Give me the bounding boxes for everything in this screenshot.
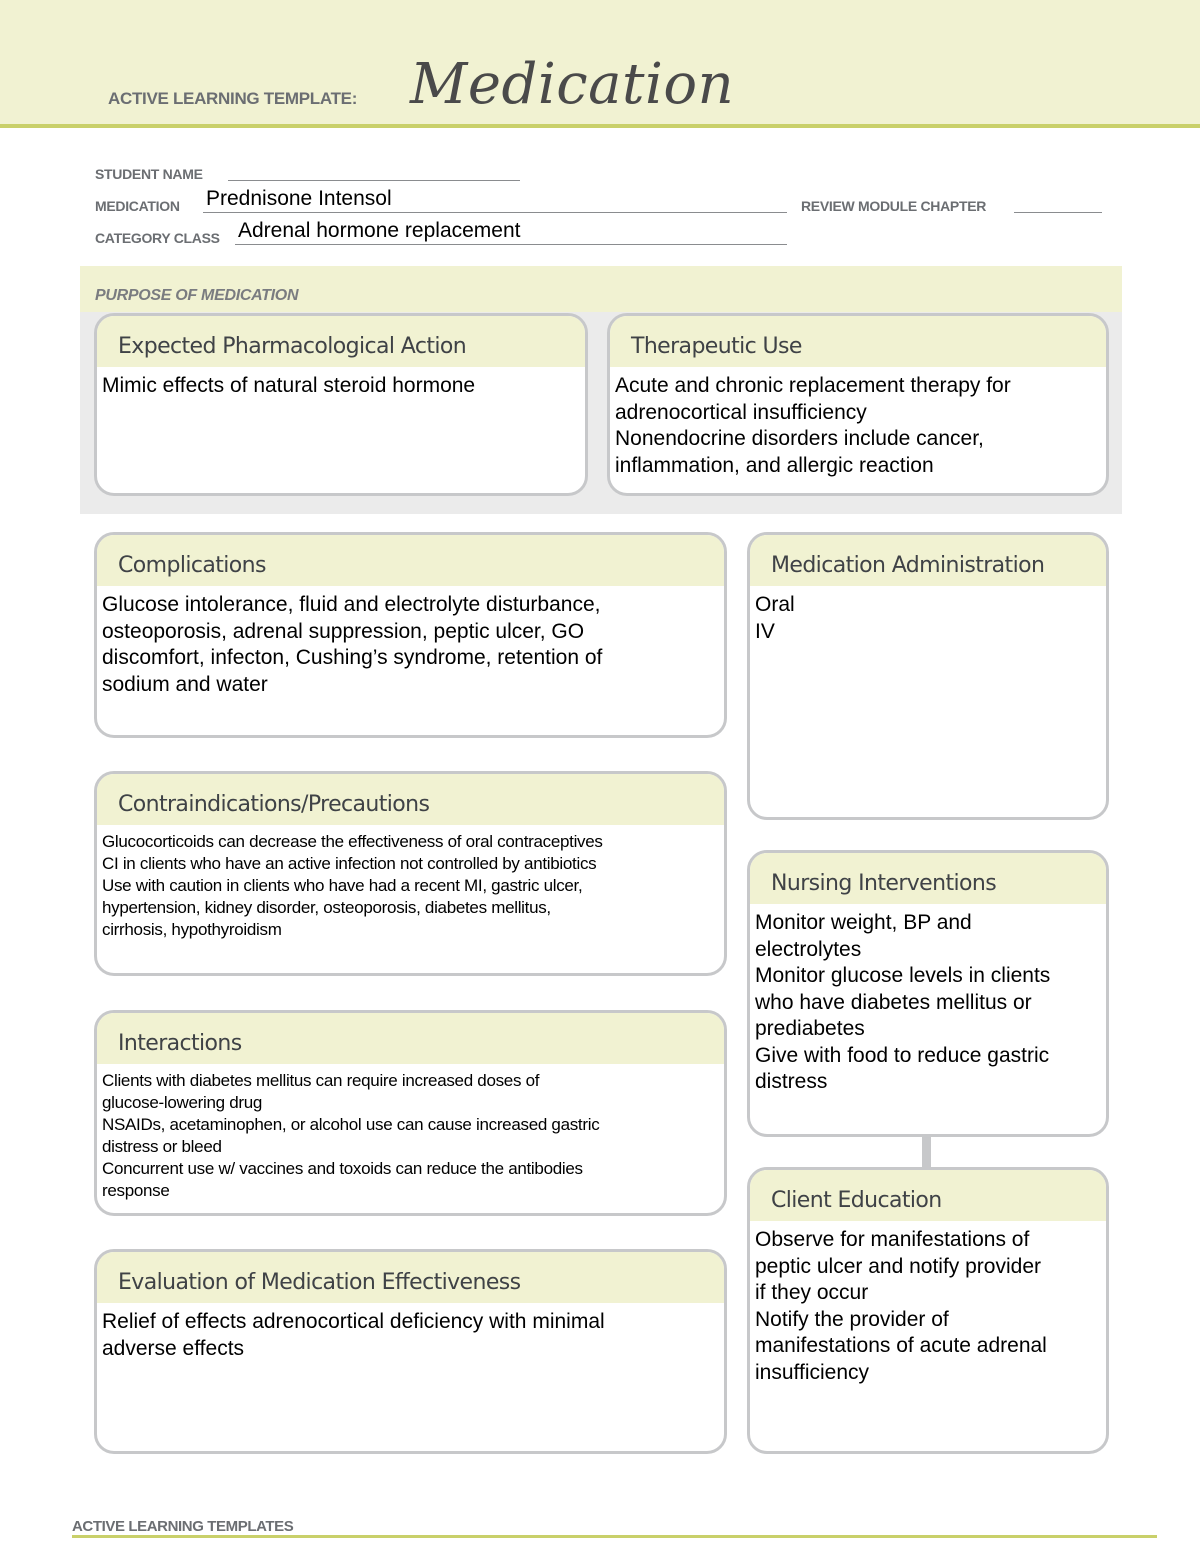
text-line: cirrhosis, hypothyroidism: [102, 920, 282, 939]
template-header: [0, 0, 1200, 128]
text-line: Glucose intolerance, fluid and electrolyte disturbance,: [102, 593, 601, 616]
text-line: Nonendocrine disorders include cancer,: [615, 427, 984, 450]
text-line: adrenocortical insufficiency: [615, 400, 867, 424]
student-name-field[interactable]: [228, 180, 520, 181]
expected-action-content[interactable]: [97, 367, 585, 400]
category-class-value: Adrenal hormone replacement: [238, 219, 521, 242]
text-line: distress: [755, 1070, 828, 1093]
medication-label: MEDICATION: [95, 198, 180, 214]
evaluation-box: [94, 1249, 727, 1454]
medication-administration-title: Medication Administration: [750, 535, 1106, 586]
text-line: Clients with diabetes mellitus can require increased doses of: [102, 1071, 540, 1090]
category-class-label: CATEGORY CLASS: [95, 230, 220, 246]
text-line: Concurrent use w/ vaccines and toxoids can reduce the antibodies: [102, 1159, 583, 1178]
text-line: adverse effects: [102, 1336, 245, 1360]
text-line: inflammation, and allergic reaction: [615, 453, 934, 477]
template-label: ACTIVE LEARNING TEMPLATE:: [108, 89, 358, 108]
review-module-field[interactable]: [1014, 212, 1102, 213]
text-line: Give with food to reduce gastric: [755, 1043, 1050, 1067]
nursing-interventions-content[interactable]: [750, 904, 1106, 1096]
interactions-box: [94, 1010, 727, 1216]
text-line: if they occur: [755, 1281, 869, 1304]
therapeutic-use-title: Therapeutic Use: [610, 316, 1106, 367]
text-line: Use with caution in clients who have had a recent MI, gastric ulcer,: [102, 876, 583, 895]
text-line: discomfort, infecton, Cushing’s syndrome, retention of: [102, 646, 603, 669]
text-line: insufficiency: [755, 1360, 870, 1384]
text-line: peptic ulcer and notify provider: [755, 1254, 1041, 1278]
contraindications-title: Contraindications/Precautions: [97, 774, 724, 825]
expected-action-title: Expected Pharmacological Action: [97, 316, 585, 367]
client-education-box: [747, 1167, 1109, 1454]
medication-administration-content[interactable]: [750, 586, 1106, 645]
text-line: NSAIDs, acetaminophen, or alcohol use can cause increased gastric: [102, 1115, 600, 1134]
text-line: CI in clients who have an active infection not controlled by antibiotics: [102, 854, 597, 873]
text-line: Acute and chronic replacement therapy for: [615, 374, 1011, 397]
text-line: manifestations of acute adrenal: [755, 1334, 1047, 1357]
interactions-content[interactable]: [97, 1064, 724, 1202]
text-line: Relief of effects adrenocortical deficiency with minimal: [102, 1310, 605, 1333]
nursing-interventions-title: Nursing Interventions: [750, 853, 1106, 904]
complications-title: Complications: [97, 535, 724, 586]
text-line: Monitor weight, BP and: [755, 911, 972, 934]
category-class-field[interactable]: [235, 244, 787, 245]
contraindications-box: [94, 771, 727, 976]
client-education-content[interactable]: [750, 1221, 1106, 1386]
complications-content[interactable]: [97, 586, 724, 698]
text-line: Monitor glucose levels in clients: [755, 964, 1051, 987]
interactions-title: Interactions: [97, 1013, 724, 1064]
text-line: sodium and water: [102, 672, 268, 696]
contraindications-content[interactable]: [97, 825, 724, 941]
footer-label: ACTIVE LEARNING TEMPLATES: [72, 1518, 294, 1535]
nursing-interventions-box: [747, 850, 1109, 1137]
evaluation-title: Evaluation of Medication Effectiveness: [97, 1252, 724, 1303]
text-line: Observe for manifestations of: [755, 1228, 1030, 1251]
expected-action-box: [94, 313, 588, 496]
review-module-label: REVIEW MODULE CHAPTER: [801, 198, 987, 214]
complications-box: [94, 532, 727, 738]
student-name-label: STUDENT NAME: [95, 166, 203, 182]
medication-value: Prednisone Intensol: [206, 187, 392, 210]
template-title: Medication: [410, 52, 735, 117]
text-line: Notify the provider of: [755, 1307, 949, 1331]
text-line: electrolytes: [755, 937, 862, 961]
text-line: glucose-lowering drug: [102, 1093, 263, 1112]
therapeutic-use-content[interactable]: [610, 367, 1106, 479]
text-line: hypertension, kidney disorder, osteoporosis, diabetes mellitus,: [102, 898, 551, 917]
text-line: who have diabetes mellitus or: [755, 990, 1032, 1014]
text-line: osteoporosis, adrenal suppression, peptic ulcer, GO: [102, 619, 585, 643]
text-line: response: [102, 1181, 170, 1200]
therapeutic-use-box: [607, 313, 1109, 496]
text-line: distress or bleed: [102, 1137, 222, 1156]
footer-divider: [72, 1535, 1157, 1538]
purpose-label: PURPOSE OF MEDICATION: [95, 287, 299, 304]
medication-administration-box: [747, 532, 1109, 820]
box-connector: [922, 1134, 931, 1168]
text-line: IV: [755, 619, 775, 643]
text-line: Mimic effects of natural steroid hormone: [102, 374, 476, 397]
text-line: prediabetes: [755, 1017, 865, 1040]
text-line: Oral: [755, 593, 795, 616]
text-line: Glucocorticoids can decrease the effectiveness of oral contraceptives: [102, 832, 603, 851]
client-education-title: Client Education: [750, 1170, 1106, 1221]
medication-field[interactable]: [203, 212, 787, 213]
evaluation-content[interactable]: [97, 1303, 724, 1362]
